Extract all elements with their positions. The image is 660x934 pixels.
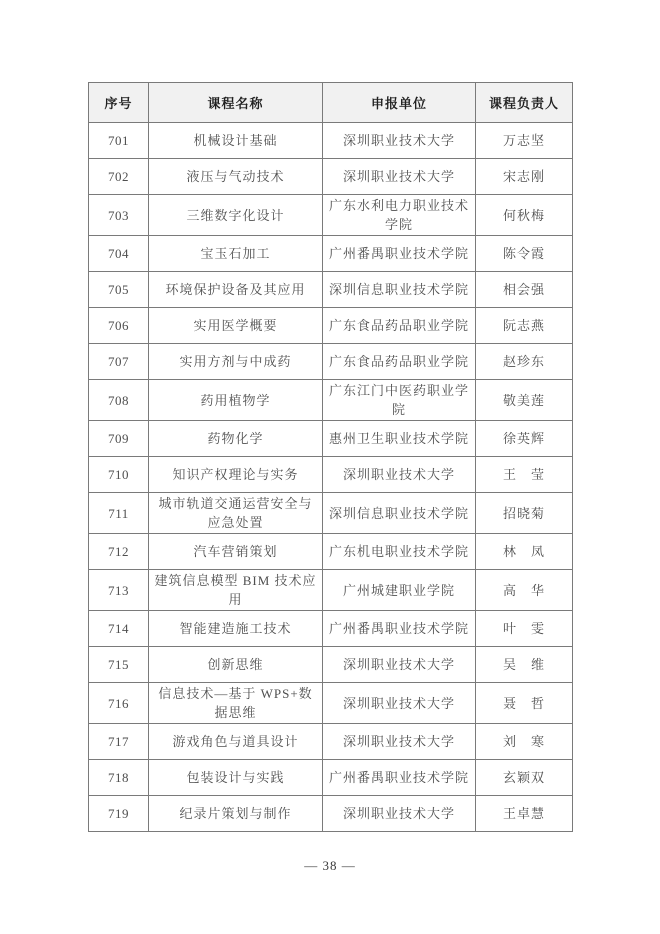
- leader-cell: 赵珍东: [476, 344, 573, 380]
- table-row: [89, 683, 573, 724]
- unit-cell: 惠州卫生职业技术学院: [323, 421, 476, 457]
- course-name-cell: 创新思维: [149, 647, 323, 683]
- unit-cell: 深圳职业技术大学: [323, 796, 476, 832]
- table-row: [89, 534, 573, 570]
- leader-cell: 林 凤: [476, 534, 573, 570]
- course-name-cell: 液压与气动技术: [149, 159, 323, 195]
- table-row: [89, 195, 573, 236]
- col-header-unit: 申报单位: [323, 83, 476, 123]
- course-name-cell: 城市轨道交通运营安全与应急处置: [149, 493, 323, 534]
- course-name-cell: 宝玉石加工: [149, 236, 323, 272]
- row-number-cell: 704: [89, 236, 149, 272]
- table-row: [89, 724, 573, 760]
- leader-cell: 陈令霞: [476, 236, 573, 272]
- table-row: [89, 493, 573, 534]
- row-number-cell: 717: [89, 724, 149, 760]
- course-name-cell: 实用方剂与中成药: [149, 344, 323, 380]
- course-name-cell: 实用医学概要: [149, 308, 323, 344]
- row-number-cell: 718: [89, 760, 149, 796]
- leader-cell: 招晓菊: [476, 493, 573, 534]
- unit-cell: 广东食品药品职业学院: [323, 308, 476, 344]
- unit-cell: 深圳信息职业技术学院: [323, 272, 476, 308]
- course-list-table: [88, 82, 573, 832]
- table-row: [89, 796, 573, 832]
- leader-cell: 高 华: [476, 570, 573, 611]
- course-name-cell: 机械设计基础: [149, 123, 323, 159]
- course-name-cell: 智能建造施工技术: [149, 611, 323, 647]
- course-name-cell: 信息技术—基于 WPS+数据思维: [149, 683, 323, 724]
- table-header-row: [89, 83, 573, 123]
- unit-cell: 广州番禺职业技术学院: [323, 760, 476, 796]
- table-row: [89, 457, 573, 493]
- course-name-cell: 包装设计与实践: [149, 760, 323, 796]
- course-name-cell: 药物化学: [149, 421, 323, 457]
- table-row: [89, 611, 573, 647]
- page-number: — 38 —: [304, 858, 356, 873]
- leader-cell: 王 莹: [476, 457, 573, 493]
- unit-cell: 深圳职业技术大学: [323, 457, 476, 493]
- unit-cell: 深圳职业技术大学: [323, 123, 476, 159]
- unit-cell: 深圳职业技术大学: [323, 159, 476, 195]
- unit-cell: 广东机电职业技术学院: [323, 534, 476, 570]
- leader-cell: 玄颖双: [476, 760, 573, 796]
- leader-cell: 敬美莲: [476, 380, 573, 421]
- row-number-cell: 713: [89, 570, 149, 611]
- leader-cell: 万志坚: [476, 123, 573, 159]
- row-number-cell: 706: [89, 308, 149, 344]
- unit-cell: 深圳职业技术大学: [323, 647, 476, 683]
- table-row: [89, 159, 573, 195]
- row-number-cell: 710: [89, 457, 149, 493]
- unit-cell: 广东食品药品职业学院: [323, 344, 476, 380]
- course-name-cell: 建筑信息模型 BIM 技术应用: [149, 570, 323, 611]
- table-row: [89, 570, 573, 611]
- leader-cell: 阮志燕: [476, 308, 573, 344]
- row-number-cell: 719: [89, 796, 149, 832]
- unit-cell: 深圳职业技术大学: [323, 683, 476, 724]
- unit-cell: 广东水利电力职业技术学院: [323, 195, 476, 236]
- table-row: [89, 308, 573, 344]
- leader-cell: 何秋梅: [476, 195, 573, 236]
- unit-cell: 深圳职业技术大学: [323, 724, 476, 760]
- unit-cell: 广州城建职业学院: [323, 570, 476, 611]
- leader-cell: 聂 哲: [476, 683, 573, 724]
- unit-cell: 广州番禺职业技术学院: [323, 611, 476, 647]
- table-row: [89, 236, 573, 272]
- row-number-cell: 705: [89, 272, 149, 308]
- unit-cell: 广州番禺职业技术学院: [323, 236, 476, 272]
- row-number-cell: 712: [89, 534, 149, 570]
- row-number-cell: 715: [89, 647, 149, 683]
- row-number-cell: 714: [89, 611, 149, 647]
- row-number-cell: 707: [89, 344, 149, 380]
- table-row: [89, 380, 573, 421]
- row-number-cell: 711: [89, 493, 149, 534]
- table-row: [89, 760, 573, 796]
- course-name-cell: 知识产权理论与实务: [149, 457, 323, 493]
- col-header-no: 序号: [89, 83, 149, 123]
- row-number-cell: 702: [89, 159, 149, 195]
- leader-cell: 刘 寒: [476, 724, 573, 760]
- row-number-cell: 703: [89, 195, 149, 236]
- row-number-cell: 716: [89, 683, 149, 724]
- course-name-cell: 纪录片策划与制作: [149, 796, 323, 832]
- leader-cell: 叶 雯: [476, 611, 573, 647]
- col-header-course: 课程名称: [149, 83, 323, 123]
- leader-cell: 宋志刚: [476, 159, 573, 195]
- row-number-cell: 701: [89, 123, 149, 159]
- course-name-cell: 环境保护设备及其应用: [149, 272, 323, 308]
- row-number-cell: 708: [89, 380, 149, 421]
- leader-cell: 王卓慧: [476, 796, 573, 832]
- leader-cell: 相会强: [476, 272, 573, 308]
- table-row: [89, 421, 573, 457]
- leader-cell: 徐英辉: [476, 421, 573, 457]
- unit-cell: 深圳信息职业技术学院: [323, 493, 476, 534]
- course-name-cell: 游戏角色与道具设计: [149, 724, 323, 760]
- unit-cell: 广东江门中医药职业学院: [323, 380, 476, 421]
- table-row: [89, 123, 573, 159]
- col-header-leader: 课程负责人: [476, 83, 573, 123]
- course-name-cell: 汽车营销策划: [149, 534, 323, 570]
- leader-cell: 吴 维: [476, 647, 573, 683]
- table-row: [89, 344, 573, 380]
- table-row: [89, 647, 573, 683]
- course-name-cell: 药用植物学: [149, 380, 323, 421]
- table-row: [89, 272, 573, 308]
- row-number-cell: 709: [89, 421, 149, 457]
- course-name-cell: 三维数字化设计: [149, 195, 323, 236]
